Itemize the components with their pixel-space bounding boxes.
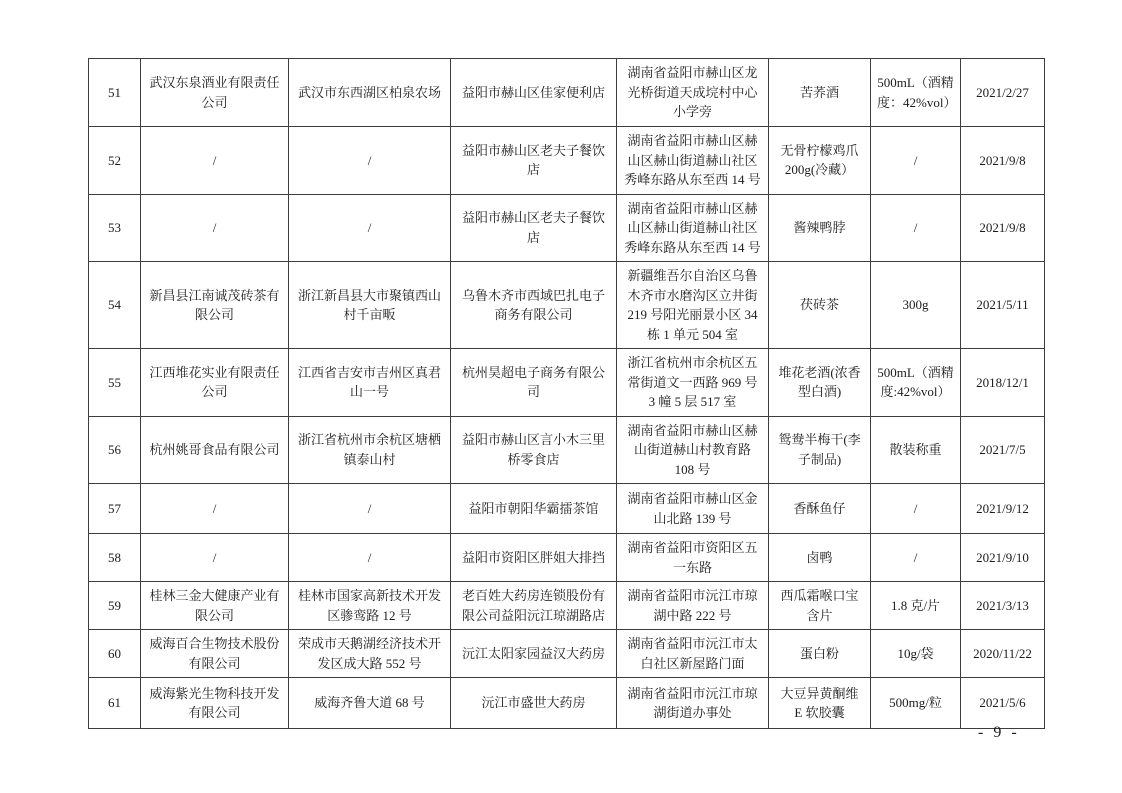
cell-product-name: 无骨柠檬鸡爪200g(冷藏） bbox=[769, 127, 871, 195]
cell-producer-name: / bbox=[141, 127, 289, 195]
cell-seller-name: 老百姓大药房连锁股份有限公司益阳沅江琼湖路店 bbox=[451, 582, 617, 630]
cell-sampling-date: 2021/5/11 bbox=[961, 262, 1045, 349]
cell-specification: 1.8 克/片 bbox=[871, 582, 961, 630]
cell-sampling-date: 2021/9/8 bbox=[961, 127, 1045, 195]
inspection-table-body bbox=[89, 59, 1045, 729]
cell-specification: / bbox=[871, 194, 961, 262]
cell-product-name: 鸳鸯半梅干(李子制品) bbox=[769, 416, 871, 484]
cell-row-number: 55 bbox=[89, 349, 141, 417]
cell-seller-address: 浙江省杭州市余杭区五常街道文一西路 969 号 3 幢 5 层 517 室 bbox=[617, 349, 769, 417]
cell-seller-name: 杭州昊超电子商务有限公司 bbox=[451, 349, 617, 417]
cell-producer-address: 武汉市东西湖区柏泉农场 bbox=[289, 59, 451, 127]
cell-row-number: 53 bbox=[89, 194, 141, 262]
cell-seller-name: 乌鲁木齐市西域巴扎电子商务有限公司 bbox=[451, 262, 617, 349]
cell-producer-name: 威海百合生物技术股份有限公司 bbox=[141, 630, 289, 678]
cell-seller-name: 益阳市朝阳华霸擂茶馆 bbox=[451, 484, 617, 534]
table-row bbox=[89, 262, 1045, 349]
cell-product-name: 大豆异黄酮维 E 软胶囊 bbox=[769, 678, 871, 729]
cell-product-name: 苦荞酒 bbox=[769, 59, 871, 127]
cell-sampling-date: 2021/9/12 bbox=[961, 484, 1045, 534]
cell-producer-name: 杭州姚哥食品有限公司 bbox=[141, 416, 289, 484]
cell-producer-address: 威海齐鲁大道 68 号 bbox=[289, 678, 451, 729]
cell-row-number: 61 bbox=[89, 678, 141, 729]
cell-producer-address: 荣成市天鹅湖经济技术开发区成大路 552 号 bbox=[289, 630, 451, 678]
cell-row-number: 60 bbox=[89, 630, 141, 678]
cell-specification: / bbox=[871, 484, 961, 534]
cell-seller-name: 沅江市盛世大药房 bbox=[451, 678, 617, 729]
cell-specification: 散装称重 bbox=[871, 416, 961, 484]
cell-seller-name: 益阳市赫山区老夫子餐饮店 bbox=[451, 127, 617, 195]
table-row bbox=[89, 349, 1045, 417]
cell-producer-name: / bbox=[141, 484, 289, 534]
cell-producer-name: 武汉东泉酒业有限责任公司 bbox=[141, 59, 289, 127]
cell-row-number: 58 bbox=[89, 534, 141, 582]
cell-specification: 500mL（酒精度:42%vol） bbox=[871, 349, 961, 417]
cell-producer-address: / bbox=[289, 534, 451, 582]
cell-producer-name: 新昌县江南诚茂砖茶有限公司 bbox=[141, 262, 289, 349]
cell-row-number: 52 bbox=[89, 127, 141, 195]
cell-specification: 500mg/粒 bbox=[871, 678, 961, 729]
inspection-table bbox=[88, 58, 1045, 729]
cell-seller-address: 湖南省益阳市赫山区赫山区赫山街道赫山社区秀峰东路从东至西 14 号 bbox=[617, 127, 769, 195]
cell-product-name: 卤鸭 bbox=[769, 534, 871, 582]
table-row bbox=[89, 127, 1045, 195]
cell-seller-address: 湖南省益阳市赫山区龙光桥街道天成垸村中心小学旁 bbox=[617, 59, 769, 127]
cell-product-name: 蛋白粉 bbox=[769, 630, 871, 678]
cell-seller-name: 益阳市资阳区胖姐大排挡 bbox=[451, 534, 617, 582]
table-row bbox=[89, 582, 1045, 630]
cell-product-name: 堆花老酒(浓香型白酒) bbox=[769, 349, 871, 417]
cell-seller-name: 益阳市赫山区佳家便利店 bbox=[451, 59, 617, 127]
cell-seller-address: 湖南省益阳市沅江市琼湖中路 222 号 bbox=[617, 582, 769, 630]
table-row bbox=[89, 484, 1045, 534]
cell-product-name: 茯砖茶 bbox=[769, 262, 871, 349]
cell-row-number: 59 bbox=[89, 582, 141, 630]
cell-seller-address: 新疆维吾尔自治区乌鲁木齐市水磨沟区立井街 219 号阳光丽景小区 34 栋 1 单元 504 室 bbox=[617, 262, 769, 349]
table-row bbox=[89, 534, 1045, 582]
cell-producer-address: / bbox=[289, 484, 451, 534]
cell-producer-address: 桂林市国家高新技术开发区骖鸾路 12 号 bbox=[289, 582, 451, 630]
cell-sampling-date: 2021/2/27 bbox=[961, 59, 1045, 127]
page-number: - 9 - bbox=[978, 724, 1020, 741]
cell-specification: 10g/袋 bbox=[871, 630, 961, 678]
cell-seller-address: 湖南省益阳市赫山区金山北路 139 号 bbox=[617, 484, 769, 534]
cell-sampling-date: 2020/11/22 bbox=[961, 630, 1045, 678]
table-row bbox=[89, 194, 1045, 262]
cell-producer-name: / bbox=[141, 534, 289, 582]
cell-sampling-date: 2018/12/1 bbox=[961, 349, 1045, 417]
cell-seller-address: 湖南省益阳市赫山区赫山街道赫山村教育路 108 号 bbox=[617, 416, 769, 484]
cell-specification: / bbox=[871, 534, 961, 582]
cell-seller-address: 湖南省益阳市赫山区赫山区赫山街道赫山社区秀峰东路从东至西 14 号 bbox=[617, 194, 769, 262]
cell-seller-name: 益阳市赫山区言小木三里桥零食店 bbox=[451, 416, 617, 484]
table-row bbox=[89, 59, 1045, 127]
cell-producer-address: 江西省吉安市吉州区真君山一号 bbox=[289, 349, 451, 417]
cell-product-name: 酱辣鸭脖 bbox=[769, 194, 871, 262]
cell-sampling-date: 2021/9/10 bbox=[961, 534, 1045, 582]
cell-producer-address: / bbox=[289, 127, 451, 195]
cell-specification: 300g bbox=[871, 262, 961, 349]
cell-sampling-date: 2021/3/13 bbox=[961, 582, 1045, 630]
cell-producer-name: 江西堆花实业有限责任公司 bbox=[141, 349, 289, 417]
cell-producer-address: 浙江新昌县大市聚镇西山村千亩畈 bbox=[289, 262, 451, 349]
cell-product-name: 西瓜霜喉口宝含片 bbox=[769, 582, 871, 630]
cell-sampling-date: 2021/5/6 bbox=[961, 678, 1045, 729]
cell-row-number: 57 bbox=[89, 484, 141, 534]
cell-sampling-date: 2021/9/8 bbox=[961, 194, 1045, 262]
cell-row-number: 54 bbox=[89, 262, 141, 349]
cell-row-number: 56 bbox=[89, 416, 141, 484]
cell-specification: / bbox=[871, 127, 961, 195]
cell-producer-address: 浙江省杭州市余杭区塘栖镇泰山村 bbox=[289, 416, 451, 484]
cell-row-number: 51 bbox=[89, 59, 141, 127]
cell-seller-name: 沅江太阳家园益汉大药房 bbox=[451, 630, 617, 678]
cell-product-name: 香酥鱼仔 bbox=[769, 484, 871, 534]
cell-seller-address: 湖南省益阳市资阳区五一东路 bbox=[617, 534, 769, 582]
table-row bbox=[89, 416, 1045, 484]
cell-sampling-date: 2021/7/5 bbox=[961, 416, 1045, 484]
cell-seller-name: 益阳市赫山区老夫子餐饮店 bbox=[451, 194, 617, 262]
table-row bbox=[89, 678, 1045, 729]
cell-seller-address: 湖南省益阳市沅江市太白社区新屋路门面 bbox=[617, 630, 769, 678]
cell-producer-name: 桂林三金大健康产业有限公司 bbox=[141, 582, 289, 630]
cell-producer-address: / bbox=[289, 194, 451, 262]
table-row bbox=[89, 630, 1045, 678]
cell-producer-name: 威海紫光生物科技开发有限公司 bbox=[141, 678, 289, 729]
cell-seller-address: 湖南省益阳市沅江市琼湖街道办事处 bbox=[617, 678, 769, 729]
cell-producer-name: / bbox=[141, 194, 289, 262]
cell-specification: 500mL（酒精度：42%vol） bbox=[871, 59, 961, 127]
